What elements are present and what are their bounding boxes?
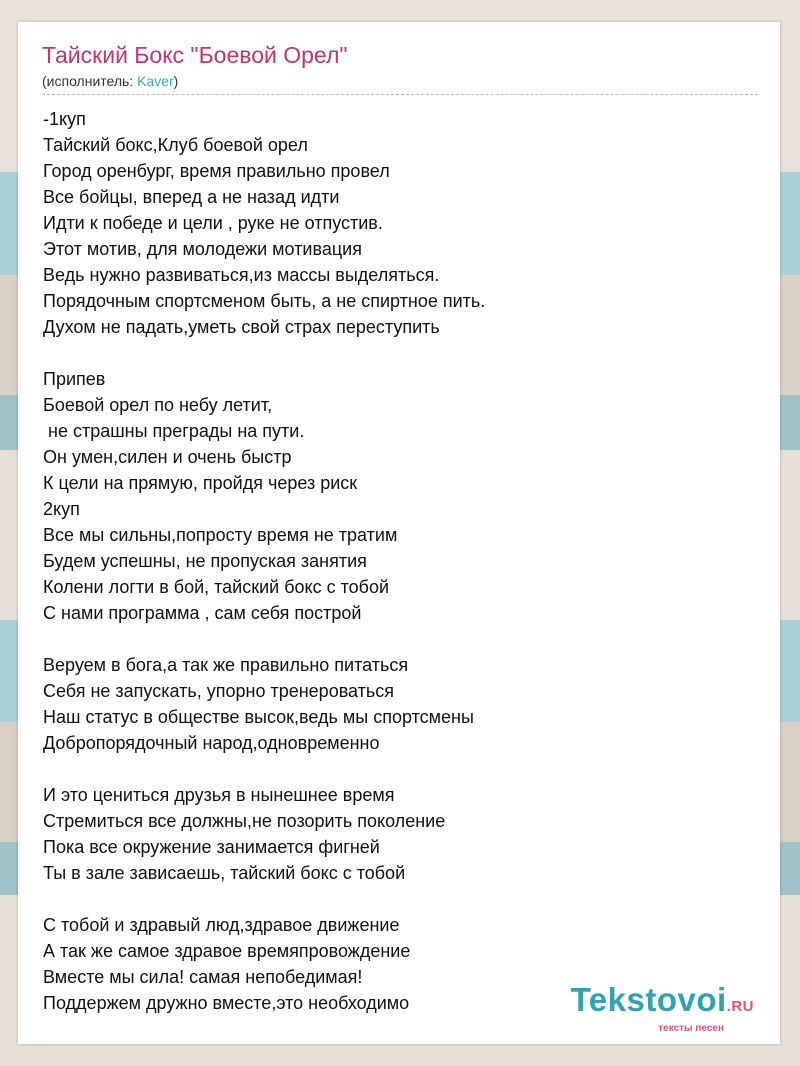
logo-wordmark [571,983,754,1024]
lyrics-page [18,22,780,1044]
lyric-line: Добропорядочный народ,одновременно [43,733,380,753]
lyric-line: 2куп [43,499,80,519]
lyric-line: Поддержем дружно вместе,это необходимо [43,993,410,1013]
lyric-line: Духом не падать,уметь свой страх переступить [43,317,440,337]
song-title: Тайский Бокс "Боевой Орел" [42,42,348,68]
lyric-line: Веруем в бога,а так же правильно питаться [43,655,409,675]
performer-prefix: (исполнитель: [42,73,138,89]
lyric-line: не страшны преграды на пути. [43,421,305,441]
lyric-line: Колени логти в бой, тайский бокс с тобой [43,577,390,597]
performer-link[interactable]: Kaver [137,73,174,89]
lyric-line: Вместе мы сила! самая непобедимая! [43,967,363,987]
lyric-blank-line [43,886,763,912]
lyric-blank-line [43,756,763,782]
lyric-line: Тайский бокс,Клуб боевой орел [43,135,308,155]
logo-tagline: тексты песен [658,1023,724,1034]
site-logo[interactable] [571,983,754,1034]
lyric-line: Все мы сильны,попросту время не тратим [43,525,398,545]
lyric-line: Будем успешны, не пропуская занятия [43,551,367,571]
logo-tld: .RU [726,998,754,1015]
lyric-line: Ведь нужно развиваться,из массы выделяться. [43,265,440,285]
lyric-line: -1куп [43,109,86,129]
lyrics-text [43,106,763,1016]
lyric-line: Себя не запускать, упорно тренероваться [43,681,395,701]
lyric-line: И это цениться друзья в нынешнее время [43,785,395,805]
lyric-line: Город оренбург, время правильно провел [43,161,390,181]
lyric-blank-line [43,626,763,652]
lyric-line: К цели на прямую, пройдя через риск [43,473,358,493]
lyric-line: Ты в зале зависаешь, тайский бокс с тобой [43,863,406,883]
lyric-line: Все бойцы, вперед а не назад идти [43,187,340,207]
lyric-blank-line [43,340,763,366]
lyric-line: Идти к победе и цели , руке не отпустив. [43,213,383,233]
lyric-line: Припев [43,369,106,389]
lyric-line: Стремиться все должны,не позорить поколение [43,811,446,831]
lyric-line: Порядочным спортсменом быть, а не спиртное пить. [43,291,486,311]
lyric-line: Наш статус в обществе высок,ведь мы спортсмены [43,707,474,727]
lyric-line: Этот мотив, для молодежи мотивация [43,239,362,259]
title-divider [42,94,758,95]
performer-line [42,73,178,89]
logo-name: Tekstovoi [570,981,727,1018]
performer-suffix: ) [173,73,179,89]
lyric-line: С нами программа , сам себя построй [43,603,362,623]
lyric-line: Боевой орел по небу летит, [43,395,273,415]
lyric-line: Пока все окружение занимается фигней [43,837,380,857]
lyric-line: С тобой и здравый люд,здравое движение [43,915,400,935]
lyric-line: А так же самое здравое времяпровождение [43,941,411,961]
lyric-line: Он умен,силен и очень быстр [43,447,292,467]
